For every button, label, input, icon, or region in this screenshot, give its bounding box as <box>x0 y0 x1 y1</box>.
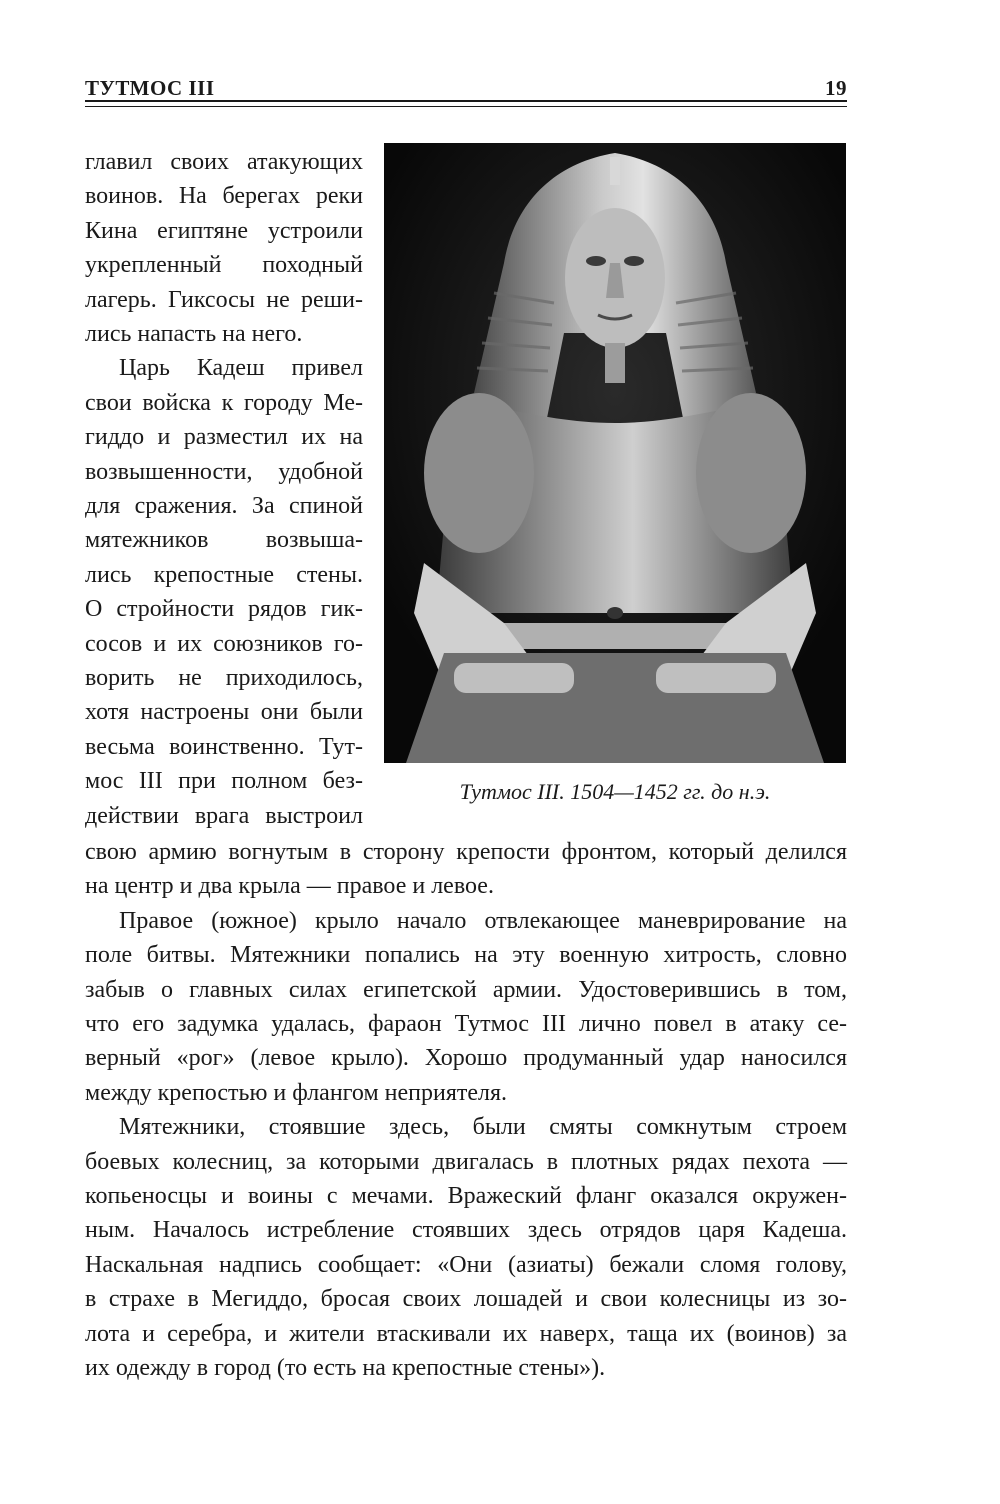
text-line: Правое (южное) крыло начало отвлекающее маневрирование на <box>119 907 847 934</box>
text-line: лота и серебра, и жители втаскивали их наверх, таща их (воинов) за <box>85 1320 847 1347</box>
text-line: для сражения. За спиной <box>85 493 363 519</box>
text-line: боевых колесниц, за которыми двигалась в плотных рядах пехота — <box>85 1148 847 1175</box>
text-line: лись крепостные стены. <box>85 561 363 588</box>
figure-caption: Тутмос III. 1504—1452 гг. до н.э. <box>459 779 771 804</box>
text-line: свою армию вогнутым в сторону крепости фронтом, который делился <box>85 839 847 865</box>
header-rule-thin <box>85 106 847 107</box>
header-rule-thick <box>85 100 847 102</box>
text-line: лагерь. Гиксосы не реши- <box>85 286 363 313</box>
text-line: Мятежники, стоявшие здесь, были смяты сомкнутым строем <box>119 1114 847 1141</box>
text-line: мятежников возвыша- <box>85 527 363 554</box>
text-line: копьеносцы и воины с мечами. Вражеский фланг оказался окружен- <box>85 1183 847 1209</box>
text-line: мос III при полном без- <box>85 768 363 795</box>
text-line: возвышенности, удобной <box>85 458 363 485</box>
text-line: сосов и их союзников го- <box>85 630 363 657</box>
text-line: поле битвы. Мятежники попались на эту военную хитрость, словно <box>85 942 847 969</box>
text-line: в страхе в Мегиддо, бросая своих лошадей и свои колесницы из зо- <box>85 1286 847 1313</box>
pharaoh-statue-photo <box>384 143 846 763</box>
text-line: верный «рог» (левое крыло). Хорошо продуманный удар наносился <box>85 1045 847 1072</box>
text-line: Кина египтяне устроили <box>85 217 363 244</box>
text-line: свои войска к городу Ме- <box>85 389 363 416</box>
text-line: ным. Началось истребление стоявших здесь отрядов царя Кадеша. <box>85 1217 847 1244</box>
text-line: хотя настроены они были <box>85 699 363 726</box>
text-line: О стройности рядов гик- <box>85 596 363 623</box>
statue-illustration-icon <box>384 143 846 763</box>
text-line: укрепленный походный <box>85 252 363 279</box>
text-line: лись напасть на него. <box>85 321 303 347</box>
text-line: что его задумка удалась, фараон Тутмос III лично повел в атаку се- <box>85 1011 847 1037</box>
text-line: забыв о главных силах египетской армии. Удостоверившись в том, <box>85 976 847 1003</box>
text-line: гиддо и разместил их на <box>85 424 363 451</box>
text-line: действии врага выстроил <box>85 802 363 829</box>
text-line: на центр и два крыла — правое и левое. <box>85 873 494 900</box>
page-number: 19 <box>825 76 847 100</box>
text-line: воинов. На берегах реки <box>85 183 363 210</box>
text-line: Царь Кадеш привел <box>119 355 363 382</box>
text-line: ворить не приходилось, <box>85 665 363 691</box>
text-line: Наскальная надпись сообщает: «Они (азиаты) бежали сломя голову, <box>85 1251 847 1278</box>
running-title: ТУТМОС III <box>85 76 215 100</box>
text-line: между крепостью и флангом неприятеля. <box>85 1079 508 1106</box>
running-head <box>85 70 847 100</box>
text-line: главил своих атакующих <box>85 149 363 175</box>
text-line: весьма воинственно. Тут- <box>85 733 363 760</box>
text-line: их одежду в город (то есть на крепостные стены»). <box>85 1355 606 1381</box>
